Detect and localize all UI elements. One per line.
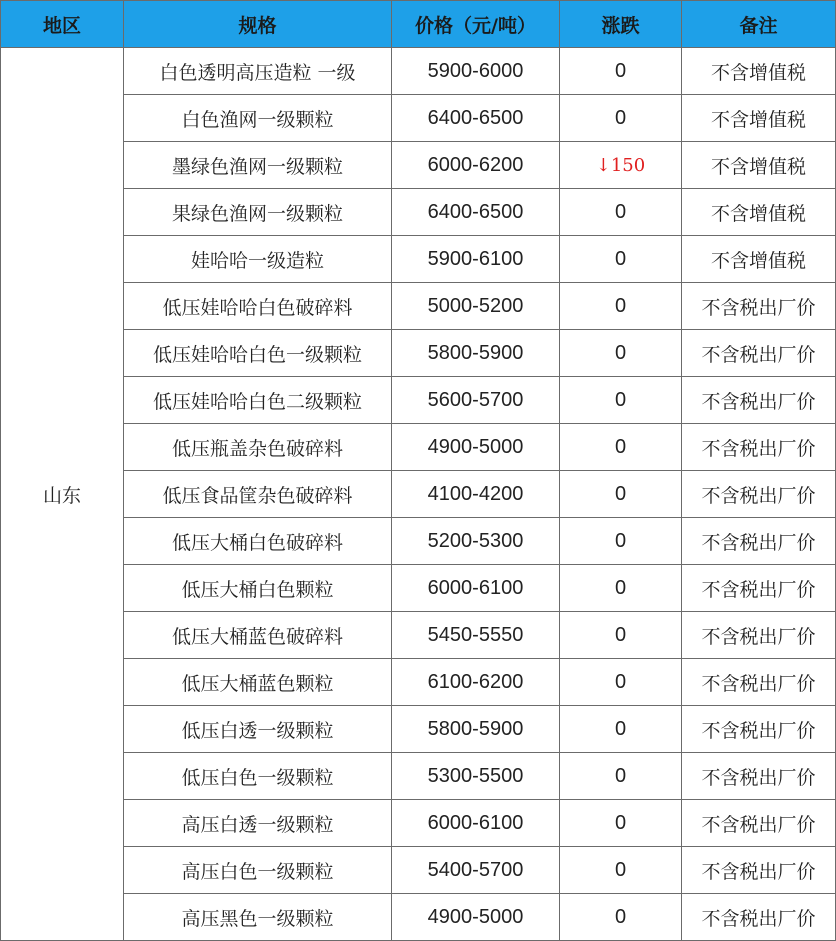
price-cell: 5800-5900 [392, 706, 560, 753]
table-row [1, 236, 836, 283]
note-cell: 不含税出厂价 [682, 471, 836, 518]
spec-cell: 低压大桶蓝色颗粒 [124, 659, 392, 706]
price-cell: 6000-6100 [392, 800, 560, 847]
note-cell: 不含税出厂价 [682, 518, 836, 565]
price-cell: 5300-5500 [392, 753, 560, 800]
note-cell: 不含增值税 [682, 236, 836, 283]
table-row [1, 659, 836, 706]
change-cell: 0 [560, 518, 682, 565]
table-row [1, 471, 836, 518]
table-row [1, 377, 836, 424]
note-cell: 不含税出厂价 [682, 847, 836, 894]
table-row [1, 847, 836, 894]
table-row [1, 894, 836, 941]
price-cell: 6000-6200 [392, 142, 560, 189]
table-row [1, 753, 836, 800]
spec-cell: 低压娃哈哈白色破碎料 [124, 283, 392, 330]
header-change: 涨跌 [560, 1, 682, 48]
price-cell: 5000-5200 [392, 283, 560, 330]
price-cell: 4900-5000 [392, 894, 560, 941]
table-row [1, 612, 836, 659]
price-cell: 5800-5900 [392, 330, 560, 377]
change-cell: 0 [560, 236, 682, 283]
price-cell: 5200-5300 [392, 518, 560, 565]
table-row [1, 330, 836, 377]
region-cell: 山东 [1, 48, 124, 941]
note-cell: 不含增值税 [682, 142, 836, 189]
note-cell: 不含税出厂价 [682, 894, 836, 941]
spec-cell: 低压娃哈哈白色一级颗粒 [124, 330, 392, 377]
price-cell: 6100-6200 [392, 659, 560, 706]
header-price: 价格（元/吨） [392, 1, 560, 48]
note-cell: 不含税出厂价 [682, 612, 836, 659]
change-cell: 0 [560, 659, 682, 706]
price-cell: 5450-5550 [392, 612, 560, 659]
price-cell: 4900-5000 [392, 424, 560, 471]
spec-cell: 果绿色渔网一级颗粒 [124, 189, 392, 236]
note-cell: 不含税出厂价 [682, 659, 836, 706]
change-cell: 0 [560, 706, 682, 753]
note-cell: 不含税出厂价 [682, 377, 836, 424]
header-region: 地区 [1, 1, 124, 48]
spec-cell: 高压黑色一级颗粒 [124, 894, 392, 941]
price-cell: 5400-5700 [392, 847, 560, 894]
change-cell: 0 [560, 377, 682, 424]
table-row [1, 706, 836, 753]
price-cell: 6400-6500 [392, 95, 560, 142]
header-spec: 规格 [124, 1, 392, 48]
spec-cell: 娃哈哈一级造粒 [124, 236, 392, 283]
note-cell: 不含税出厂价 [682, 706, 836, 753]
spec-cell: 低压大桶蓝色破碎料 [124, 612, 392, 659]
price-cell: 5900-6000 [392, 48, 560, 95]
spec-cell: 白色渔网一级颗粒 [124, 95, 392, 142]
spec-cell: 低压娃哈哈白色二级颗粒 [124, 377, 392, 424]
header-note: 备注 [682, 1, 836, 48]
change-cell: 0 [560, 565, 682, 612]
change-cell: 0 [560, 612, 682, 659]
change-cell: 0 [560, 800, 682, 847]
note-cell: 不含税出厂价 [682, 800, 836, 847]
table-row [1, 565, 836, 612]
spec-cell: 低压白色一级颗粒 [124, 753, 392, 800]
change-cell: 0 [560, 894, 682, 941]
spec-cell: 低压瓶盖杂色破碎料 [124, 424, 392, 471]
spec-cell: 低压大桶白色颗粒 [124, 565, 392, 612]
price-cell: 6400-6500 [392, 189, 560, 236]
table-row [1, 189, 836, 236]
change-cell: 0 [560, 330, 682, 377]
change-cell: 0 [560, 424, 682, 471]
table-body [1, 48, 836, 941]
note-cell: 不含税出厂价 [682, 753, 836, 800]
change-cell: 0 [560, 189, 682, 236]
change-cell: 0 [560, 95, 682, 142]
spec-cell: 高压白透一级颗粒 [124, 800, 392, 847]
change-cell: 0 [560, 753, 682, 800]
note-cell: 不含增值税 [682, 48, 836, 95]
price-cell: 6000-6100 [392, 565, 560, 612]
change-cell: 0 [560, 48, 682, 95]
spec-cell: 低压白透一级颗粒 [124, 706, 392, 753]
note-cell: 不含税出厂价 [682, 565, 836, 612]
change-cell: 0 [560, 471, 682, 518]
price-cell: 5900-6100 [392, 236, 560, 283]
table-row [1, 424, 836, 471]
change-cell: 0 [560, 283, 682, 330]
note-cell: 不含税出厂价 [682, 330, 836, 377]
spec-cell: 白色透明高压造粒 一级 [124, 48, 392, 95]
table-row [1, 95, 836, 142]
note-cell: 不含增值税 [682, 189, 836, 236]
table-row [1, 518, 836, 565]
change-cell: 0 [560, 847, 682, 894]
table-row [1, 48, 836, 95]
spec-cell: 墨绿色渔网一级颗粒 [124, 142, 392, 189]
header-row [1, 1, 836, 48]
table-row [1, 142, 836, 189]
table-row [1, 800, 836, 847]
note-cell: 不含税出厂价 [682, 283, 836, 330]
spec-cell: 低压食品筐杂色破碎料 [124, 471, 392, 518]
spec-cell: 低压大桶白色破碎料 [124, 518, 392, 565]
note-cell: 不含增值税 [682, 95, 836, 142]
note-cell: 不含税出厂价 [682, 424, 836, 471]
table-row [1, 283, 836, 330]
price-cell: 5600-5700 [392, 377, 560, 424]
spec-cell: 高压白色一级颗粒 [124, 847, 392, 894]
change-cell: ↓150 [560, 142, 682, 189]
price-cell: 4100-4200 [392, 471, 560, 518]
